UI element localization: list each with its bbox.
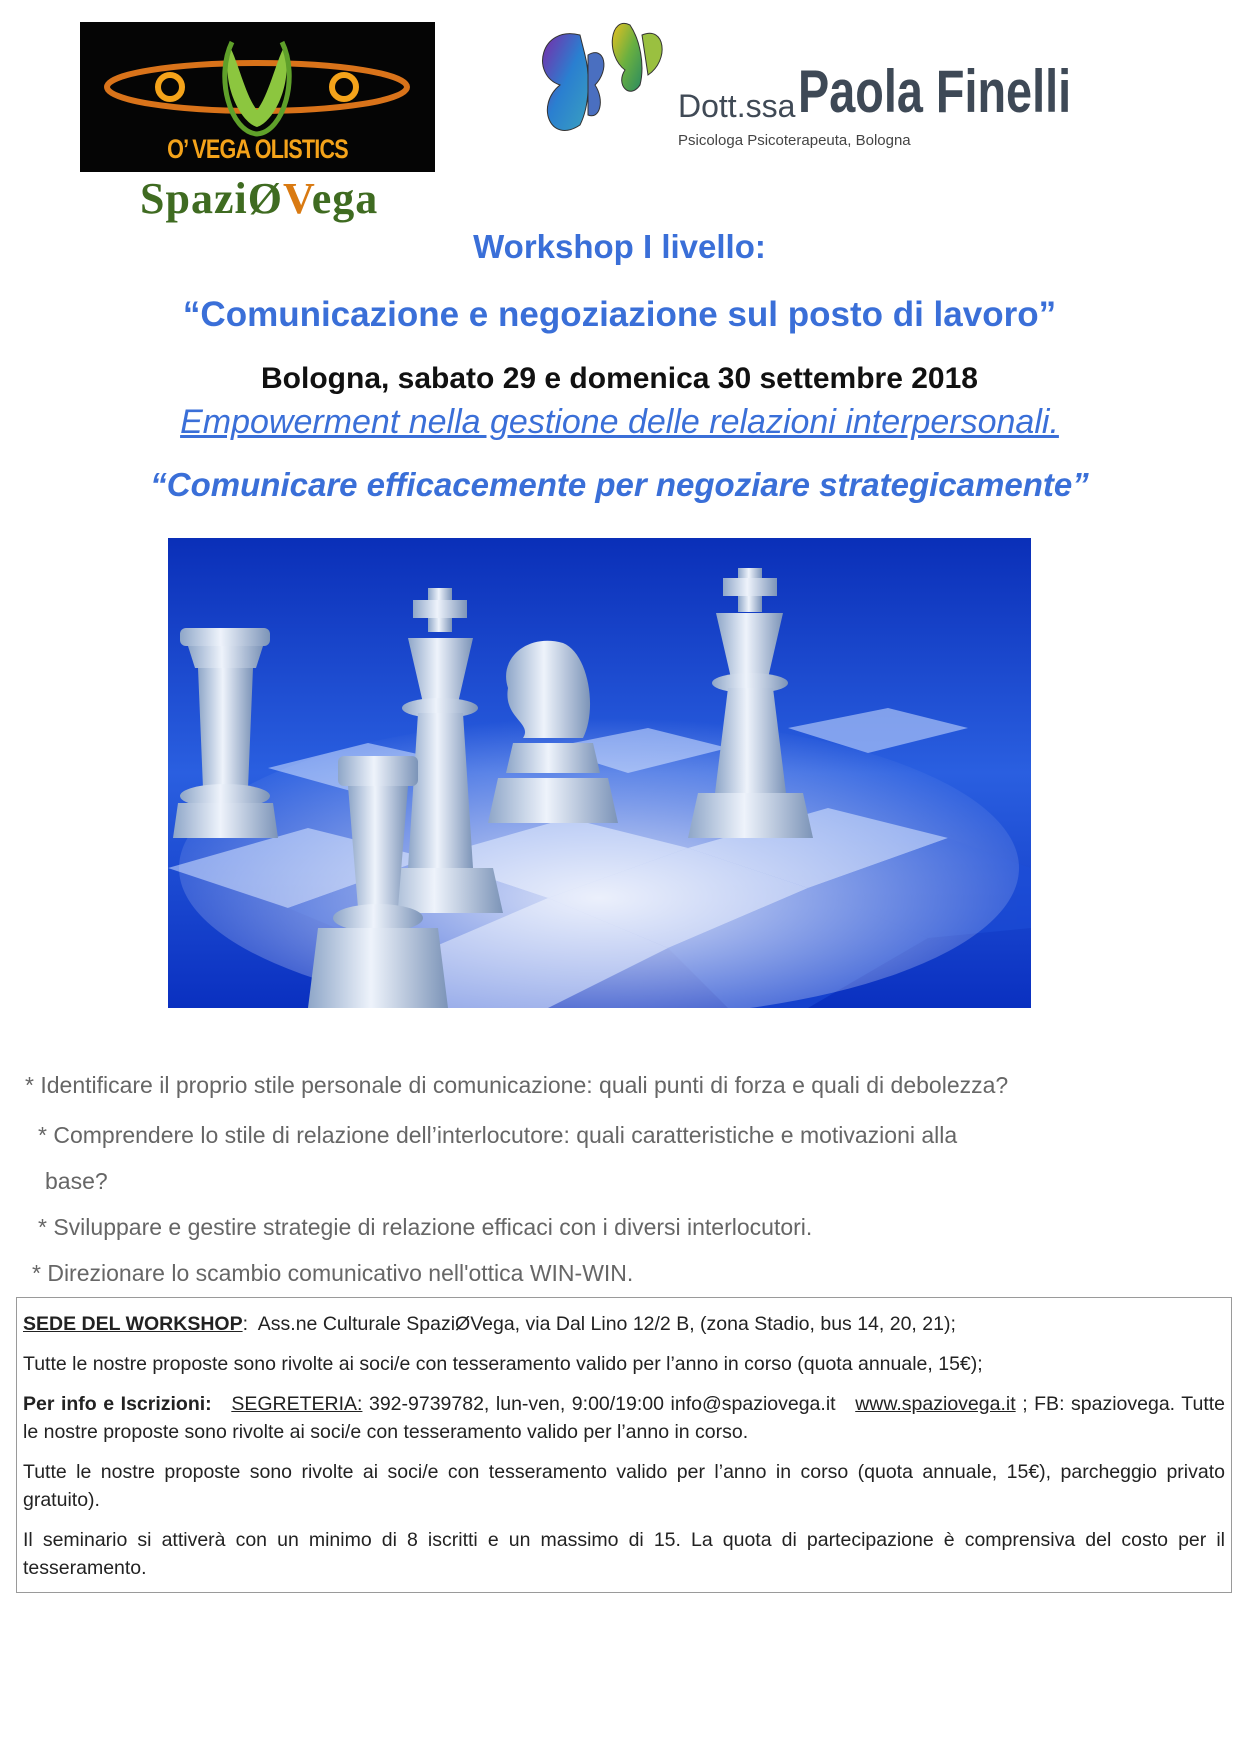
spaziovega-v: V [282, 174, 312, 223]
contacts-details: 392-9739782, lun-ven, 9:00/19:00 info@spaziovega.it [368, 1393, 836, 1415]
membership-paragraph: Tutte le nostre proposte sono rivolte ai soci/e con tesseramento valido per l’anno in corso (quota annuale, 15€); [23, 1353, 983, 1375]
workshop-title: “Comunicazione e negoziazione sul posto di lavoro” [182, 295, 1057, 334]
fee-paragraph: Tutte le nostre proposte sono rivolte ai soci/e con tesseramento valido per l’anno in corso (quota annuale, 15€), parcheggio privato gratuito). [23, 1461, 1225, 1511]
objective-bullet-continuation: base? [45, 1168, 108, 1194]
spaziovega-prefix: Spazi [140, 174, 248, 223]
venue-address: Ass.ne Culturale SpaziØVega, via Dal Lino 12/2 B, (zona Stadio, bus 14, 20, 21); [257, 1313, 956, 1335]
workshop-info-box [16, 1297, 1232, 1593]
contacts-label: Per info e Iscrizioni: [23, 1393, 212, 1415]
objective-bullet: * Direzionare lo scambio comunicativo nell'ottica WIN-WIN. [32, 1260, 634, 1286]
participants-paragraph: Il seminario si attiverà con un minimo di 8 iscritti e un massimo di 15. La quota di partecipazione è comprensiva del costo per il tesseramento. [23, 1529, 1225, 1579]
empowerment-subtitle: Empowerment nella gestione delle relazioni interpersonali. [180, 403, 1059, 441]
website-link[interactable]: www.spaziovega.it [855, 1393, 1016, 1415]
venue-label: SEDE DEL WORKSHOP [23, 1313, 243, 1335]
workshop-dates: Bologna, sabato 29 e domenica 30 settembre 2018 [261, 362, 978, 395]
chess-pieces-image [168, 538, 1031, 1008]
finelli-logo [530, 15, 1090, 155]
objective-bullet: * Identificare il proprio stile personale di comunicazione: quali punti di forza e quali di debolezza? [25, 1072, 1009, 1098]
vega-olistics-text: O’ VEGA OLISTICS [167, 134, 348, 164]
secretariat-label: SEGRETERIA: [231, 1393, 363, 1415]
contacts-paragraph [23, 1390, 1225, 1446]
workshop-motto: “Comunicare efficacemente per negoziare strategicamente” [150, 466, 1089, 503]
spaziovega-logo-text [140, 173, 378, 224]
workshop-level-heading: Workshop I livello: [473, 228, 766, 265]
finelli-title: Dott.ssa [678, 88, 796, 124]
butterfly-icon [530, 15, 680, 155]
venue-paragraph [23, 1310, 1225, 1338]
spaziovega-slash: Ø [247, 174, 283, 223]
objective-bullet: * Comprendere lo stile di relazione dell’interlocutore: quali caratteristiche e motivazioni alla [38, 1122, 958, 1148]
finelli-subtitle: Psicologa Psicoterapeuta, Bologna [678, 132, 911, 149]
venue-colon: : [242, 1313, 249, 1335]
objective-bullet: * Sviluppare e gestire strategie di relazione efficaci con i diversi interlocutori. [38, 1214, 813, 1240]
finelli-name: Paola Finelli [798, 58, 1072, 125]
contacts-rest: ; FB: spaziovega. Tutte le nostre proposte sono rivolte ai soci/e con tesseramento valido per l’anno in corso. [23, 1393, 1225, 1443]
vega-olistics-logo [80, 22, 435, 172]
spaziovega-suffix: ega [311, 174, 379, 223]
